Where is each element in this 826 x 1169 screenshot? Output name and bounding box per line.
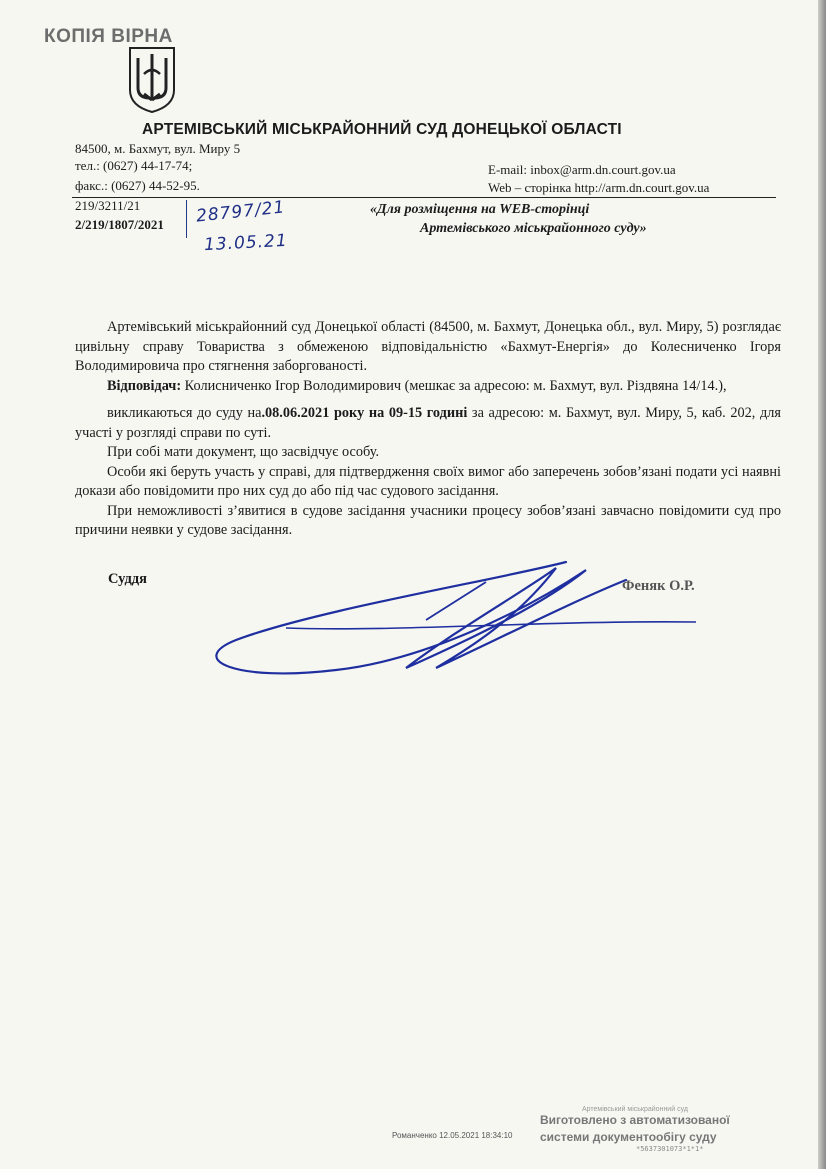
summons-location: за адресою: м. Бахмут, вул. Миру, 5, каб. 202, для участі у розгляді справи по суті.: [75, 405, 781, 441]
hearing-date-time: .08.06.2021 року на 09-15 годині: [261, 405, 468, 421]
defendant-details: Колисниченко Ігор Володимирович (мешкає за адресою: м. Бахмут, вул. Різдвяна 14/14.),: [181, 377, 727, 394]
court-title: АРТЕМІВСЬКИЙ МІСЬКРАЙОННИЙ СУД ДОНЕЦЬКОЇ ОБЛАСТІ: [142, 121, 622, 138]
notice-body: [75, 318, 781, 541]
court-phone: тел.: (0627) 44-17-74;: [75, 158, 193, 173]
judge-signature: [196, 520, 716, 690]
copy-certified-stamp: КОПІЯ ВІРНА: [44, 26, 173, 47]
summons-text: викликаються до суду на: [107, 405, 262, 421]
footer-court-caption: Артемівський міськрайонний суд: [582, 1106, 688, 1113]
defendant-label: Відповідач:: [107, 377, 182, 394]
scan-edge-shadow: [818, 0, 826, 1169]
paragraph-evidence: Особи які беруть участь у справі, для підтвердження своїх вимог або заперечень зобов’язані подати усі наявні докази або повідомити про них суд до або під час судового засідання.: [75, 463, 781, 499]
court-website: Web – сторінка http://arm.dn.court.gov.ua: [488, 180, 710, 195]
paragraph-case-description: Артемівський міськрайонний суд Донецької області (84500, м. Бахмут, Донецька обл., вул. Миру, 5) розглядає цивільну справу Товариства з обмеженою відповідальністю «Бахмут-Енергія» до Колесниченко Ігоря Володимировича про стягнення заборгованості.: [75, 319, 781, 374]
judge-name: Феняк О.Р.: [622, 578, 695, 594]
paragraph-id-document: При собі мати документ, що засвідчує особу.: [107, 444, 380, 460]
case-number: 219/3211/21: [75, 198, 141, 213]
court-email: E-mail: inbox@arm.dn.court.gov.ua: [488, 162, 676, 177]
proceeding-number: 2/219/1807/2021: [75, 217, 164, 232]
paragraph-defendant: [75, 377, 781, 397]
footer-document-code: *5637301073*1*1*: [636, 1145, 704, 1153]
handwritten-registration-number: 28797/21: [195, 197, 287, 227]
handwritten-bracket: [186, 200, 189, 238]
footer-clerk-timestamp: Романченко 12.05.2021 18:34:10: [392, 1131, 513, 1140]
web-publication-note: «Для розміщення на WEB-сторінці: [370, 202, 590, 217]
court-fax: факс.: (0627) 44-52-95.: [75, 178, 200, 193]
handwritten-registration-date: 13.05.21: [203, 230, 289, 256]
header-divider: [72, 197, 776, 198]
judge-label: Суддя: [108, 571, 147, 587]
web-publication-note-court: Артемівського міськрайонного суду»: [420, 221, 647, 236]
paragraph-summons: [75, 404, 781, 443]
tryzub-icon: [124, 44, 180, 114]
court-address: 84500, м. Бахмут, вул. Миру 5: [75, 141, 241, 156]
paragraph-absence: При неможливості з’явитися в судове засідання учасники процесу зобов’язані завчасно повідомити суд про причини неявки у судове засідання.: [75, 502, 781, 538]
footer-generated-note: Виготовлено з автоматизованої: [540, 1113, 730, 1127]
footer-system-note: системи документообігу суду: [540, 1130, 717, 1144]
